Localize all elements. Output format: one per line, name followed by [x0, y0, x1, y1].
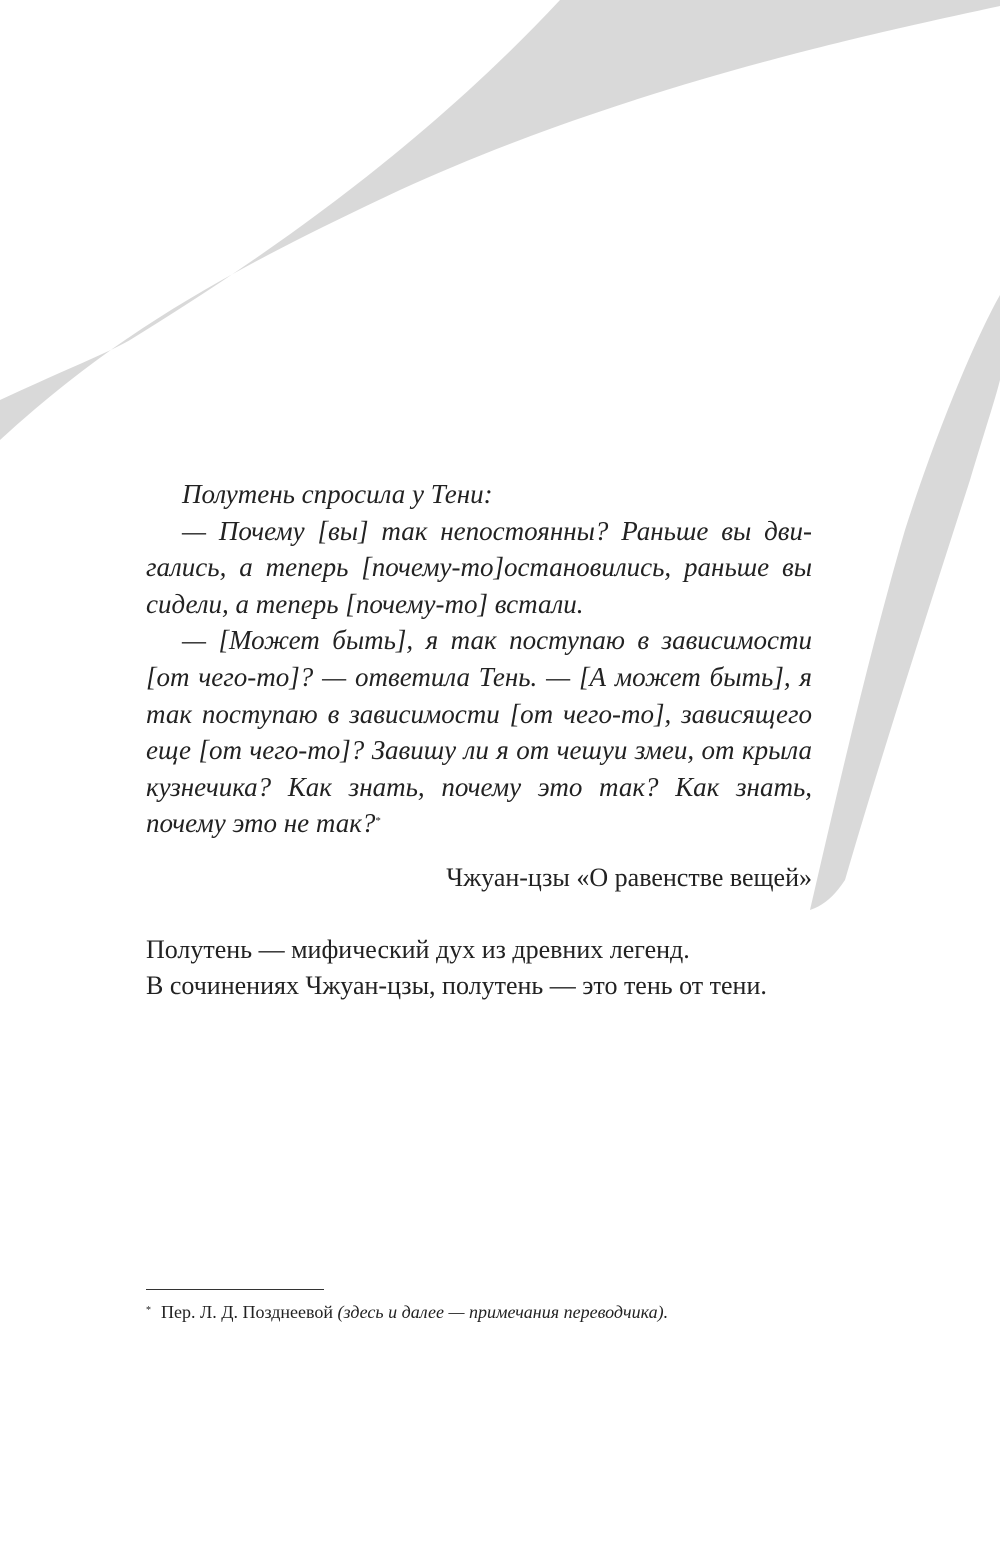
book-page	[146, 0, 812, 1555]
footnote-divider	[146, 1289, 324, 1290]
epigraph-paragraph-1: Полутень спросила у Тени:	[182, 479, 493, 509]
epigraph-paragraph-3	[146, 622, 812, 842]
footnote	[146, 1299, 812, 1325]
footnote-text: Пер. Л. Д. Позднеевой	[161, 1302, 334, 1322]
epigraph-quote	[146, 476, 812, 842]
footnote-italic-text: (здесь и далее — примечания переводчика).	[337, 1302, 669, 1322]
definition-paragraph	[146, 932, 812, 1004]
brush-stroke-right	[810, 295, 1000, 910]
epigraph-attribution: Чжуан-цзы «О равенстве вещей»	[446, 863, 812, 892]
definition-line-1: Полутень — мифический дух из древних легенд.	[146, 935, 690, 964]
epigraph-paragraph-2: — Почему [вы] так непостоянны? Раньше вы двигались, а теперь [почему-то]остановились, раньше вы сидели, а теперь [почему-то] встали.	[146, 515, 812, 619]
epigraph-paragraph-3-text: — [Может быть], я так поступаю в зависимости [от чего-то]? — ответила Тень. — [А может быть], я так поступаю в зависимости [от чего-то], зависящего еще [от чего-то]? Завишу ли я от чешуи змеи, от крыла кузнечика? Как знать, почему это так? Как знать, почему это не так?	[146, 625, 812, 839]
footnote-marker: *	[146, 1305, 151, 1316]
footnote-reference[interactable]: *	[375, 815, 381, 828]
definition-line-2: В сочинениях Чжуан-цзы, полутень — это тень от тени.	[146, 971, 767, 1000]
